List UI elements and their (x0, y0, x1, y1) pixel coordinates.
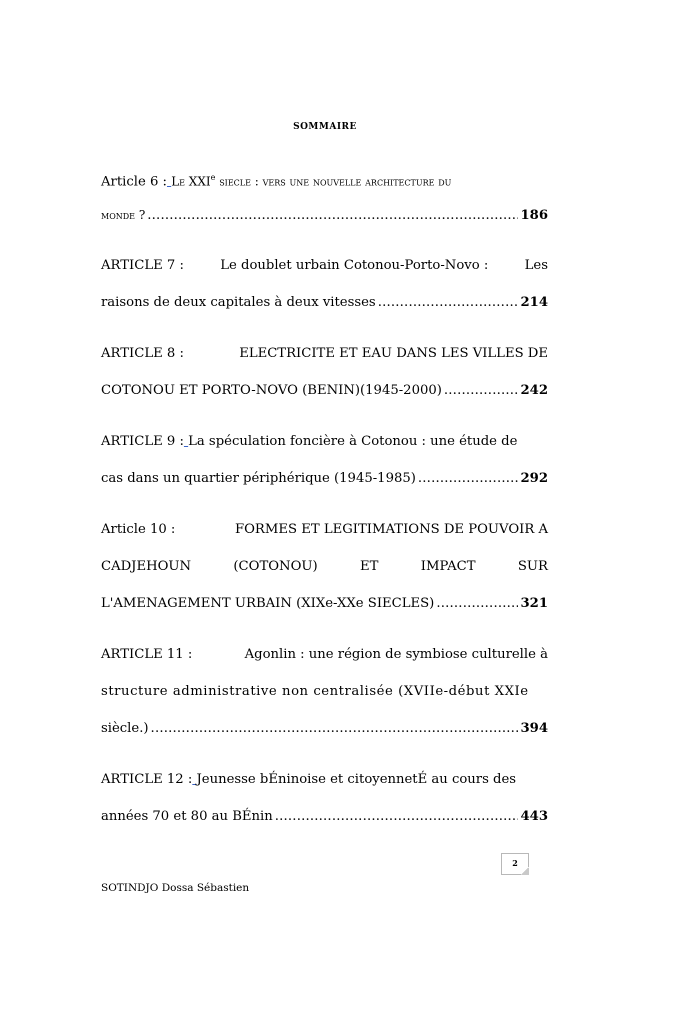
toc-line (101, 288, 548, 325)
toc-entry-number: ARTICLE 9 : (101, 434, 184, 449)
footer-author: SOTINDJO Dossa Sébastien (101, 882, 250, 894)
toc-entry-number: ARTICLE 7 : (101, 258, 184, 273)
toc-page-number: 242 (520, 383, 548, 398)
toc-line (101, 802, 548, 839)
toc-line (101, 515, 548, 552)
toc-page-number: 443 (520, 809, 548, 824)
toc-entry-article-7[interactable] (101, 251, 548, 325)
toc-entry-article-10[interactable] (101, 515, 548, 626)
toc-entry-article-11[interactable] (101, 640, 548, 751)
table-of-contents (101, 163, 548, 853)
toc-page-number: 186 (520, 208, 548, 223)
toc-entry-number: ARTICLE 8 : (101, 346, 184, 361)
toc-line (101, 339, 548, 376)
toc-entry-heading (101, 163, 451, 197)
toc-entry-article-8[interactable] (101, 339, 548, 413)
toc-line (101, 200, 548, 237)
toc-entry-title-continued: structure administrative non centralisée (XVIIe-début XXIe (101, 684, 529, 699)
page-fold-icon (521, 867, 529, 875)
toc-entry-title: Le doublet urbain Cotonou-Porto-Novo : (220, 258, 489, 273)
toc-entry-heading (101, 765, 516, 795)
toc-entry-title-continued: monde ? (101, 208, 146, 222)
toc-entry-title-continued: années 70 et 80 au BÉnin (101, 809, 273, 824)
dot-leader (147, 201, 518, 231)
toc-line (101, 552, 548, 589)
page-number-badge (501, 853, 529, 875)
toc-entry-title: La spéculation foncière à Cotonou : une étude de (188, 434, 518, 449)
toc-line (101, 163, 548, 200)
toc-entry-number: Article 6 : (101, 174, 167, 190)
toc-page-number: 214 (520, 295, 548, 310)
toc-entry-title-continued: raisons de deux capitales à deux vitesses (101, 295, 376, 310)
toc-page-number: 321 (520, 596, 548, 611)
toc-word: CADJEHOUN (101, 559, 192, 574)
toc-entry-article-6[interactable] (101, 163, 548, 237)
toc-entry-title-continued: siecle : vers une nouvelle architecture du (215, 174, 452, 189)
toc-entry-number: Article 10 : (101, 522, 176, 537)
toc-line (101, 714, 548, 751)
dot-leader (436, 589, 518, 619)
dot-leader (418, 464, 519, 494)
toc-entry-title: Agonlin : une région de symbiose culturelle à (244, 647, 548, 662)
toc-entry-title-continued: L'AMENAGEMENT URBAIN (XIXe-XXe SIECLES) (101, 596, 435, 611)
toc-entry-title-continued: cas dans un quartier périphérique (1945-1985) (101, 471, 416, 486)
toc-entry-title-continued: Les (524, 258, 548, 273)
toc-word: ET (360, 559, 379, 574)
toc-page-number: 292 (520, 471, 548, 486)
toc-line (101, 765, 548, 802)
page-title: SOMMAIRE (293, 122, 357, 132)
dot-leader (275, 802, 519, 832)
toc-entry-title-continued: siècle.) (101, 721, 149, 736)
toc-entry-heading (101, 427, 517, 457)
page-number: 2 (512, 858, 518, 868)
toc-line (101, 376, 548, 413)
toc-line (101, 677, 548, 714)
superscript: e (210, 173, 216, 182)
toc-page-number: 394 (520, 721, 548, 736)
toc-entry-number: ARTICLE 12 : (101, 772, 193, 787)
toc-entry-article-12[interactable] (101, 765, 548, 839)
toc-entry-article-9[interactable] (101, 427, 548, 501)
toc-line (101, 589, 548, 626)
toc-word: (COTONOU) (233, 559, 318, 574)
toc-entry-title-continued: COTONOU ET PORTO-NOVO (BENIN)(1945-2000) (101, 383, 442, 398)
toc-line (101, 251, 548, 288)
toc-word: IMPACT (420, 559, 476, 574)
toc-entry-title: Le XXI (171, 174, 211, 189)
toc-word: SUR (517, 559, 548, 574)
toc-entry-title: FORMES ET LEGITIMATIONS DE POUVOIR A (234, 522, 548, 537)
toc-entry-title: ELECTRICITE ET EAU DANS LES VILLES DE (239, 346, 548, 361)
dot-leader (151, 714, 519, 744)
dot-leader (444, 376, 519, 406)
toc-line (101, 427, 548, 464)
toc-line (101, 640, 548, 677)
toc-entry-number: ARTICLE 11 : (101, 647, 193, 662)
toc-line (101, 464, 548, 501)
dot-leader (378, 288, 519, 318)
toc-entry-title: Jeunesse bÉninoise et citoyennetÉ au cours des (196, 772, 517, 787)
